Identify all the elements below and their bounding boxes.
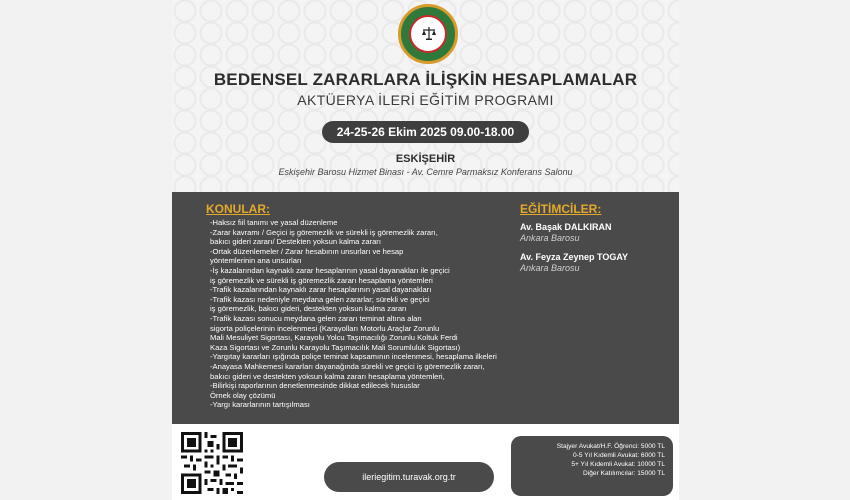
topic-line: -Haksız fiil tanımı ve yasal düzenleme [210,218,338,227]
topic-line: -Ortak düzenlemeler / Zarar hesabının unsurları ve hesap [210,246,404,256]
topic-line: -Zarar kavramı / Geçici iş göremezlik ve sürekli iş göremezlik zararı, [210,227,438,237]
poster-title: BEDENSEL ZARARLARA İLİŞKİN HESAPLAMALAR [213,70,638,89]
topic-line: iş göremezlik, bakıcı gideri, destekten yoksun kalma zararı [210,304,407,314]
poster-footer [172,424,679,500]
fee-line: 0-5 Yıl Kıdemli Avukat: 6000 TL [572,452,665,459]
instructor-name: Av. Başak DALKIRAN [520,222,612,232]
poster-subtitle: AKTÜERYA İLERİ EĞİTİM PROGRAMI [297,92,554,108]
topic-line: -Yargıtay kararları ışığında poliçe teminat kapsamının incelenmesi, hesaplama ilkeleri [210,352,497,362]
topic-line: Örnek olay çözümü [210,390,276,400]
qr-code-icon [181,432,243,494]
topic-line: bakıcı gideri zararı/ Destekten yoksun kalma zararı [210,237,381,247]
topic-line: -Anayasa Mahkemesi kararları dayanağında sürekli ve geçici iş göremezlik zararı, [210,361,485,371]
topic-line: iş göremezlik ve sürekli iş göremezlik zararı hesaplama yöntemleri [210,275,433,285]
instructor-org: Ankara Barosu [520,263,580,273]
instructor-org: Ankara Barosu [520,233,580,243]
topic-line: -Trafik kazalarından kaynaklı zarar hesaplarının yasal dayanakları [210,285,432,295]
fee-line: Diğer Katılımcılar: 15000 TL [583,470,665,477]
topic-line: -Trafik kazası nedeniyle meydana gelen zararlar; sürekli ve geçici [210,294,430,304]
instructors-heading: EĞİTİMCİLER: [520,202,602,216]
seal-center [409,15,447,53]
fee-line: Stajyer Avukat/H.F. Öğrenci: 5000 TL [556,443,665,450]
topic-line: sigorta poliçelerinin incelenmesi (Karayolları Motorlu Araçlar Zorunlu [210,323,440,333]
venue-label: Eskişehir Barosu Hizmet Binası - Av. Cemre Parmaksız Konferans Salonu [278,167,573,177]
topic-line: -Trafik kazası sonucu meydana gelen zararı teminat altına alan [210,313,422,323]
topic-line: -İş kazalarından kaynaklı zarar hesaplarının yasal dayanakları ile geçici [210,265,450,275]
topics-heading: KONULAR: [206,202,270,216]
poster-header [172,0,679,192]
topic-line: bakıcı gideri ve destekten yoksun kalma zararı hesaplama yöntemleri, [210,371,445,381]
fee-line: 5+ Yıl Kıdemli Avukat: 10000 TL [571,461,665,468]
city-label: ESKİŞEHİR [395,153,456,165]
event-poster [172,0,679,500]
topic-line: Kaza Sigortası ve Zorunlu Karayolu Taşımacılık Mali Sorumluluk Sigortası) [210,342,461,352]
fee-table [511,436,673,496]
topics-list [210,218,550,410]
date-time-badge: 24-25-26 Ekim 2025 09.00-18.00 [322,121,529,143]
bar-association-seal-icon [398,4,458,64]
instructor-item [520,252,628,274]
topic-line: -Yargı kararlarının tartışılması [210,400,310,410]
instructor-item [520,222,612,244]
scales-icon [421,25,437,41]
topic-line: Mali Mesuliyet Sigortası, Karayolu Yolcu Taşımacılığı Zorunlu Koltuk Ferdi [210,333,458,343]
website-link[interactable]: ileriegitim.turavak.org.tr [324,462,494,492]
instructor-name: Av. Feyza Zeynep TOGAY [520,252,629,262]
content-panel [172,192,679,424]
topic-line: yöntemlerinin ana unsurları [210,256,302,266]
topic-line: -Bilirkişi raporlarının denetlenmesinde dikkat edilecek hususlar [210,381,420,391]
